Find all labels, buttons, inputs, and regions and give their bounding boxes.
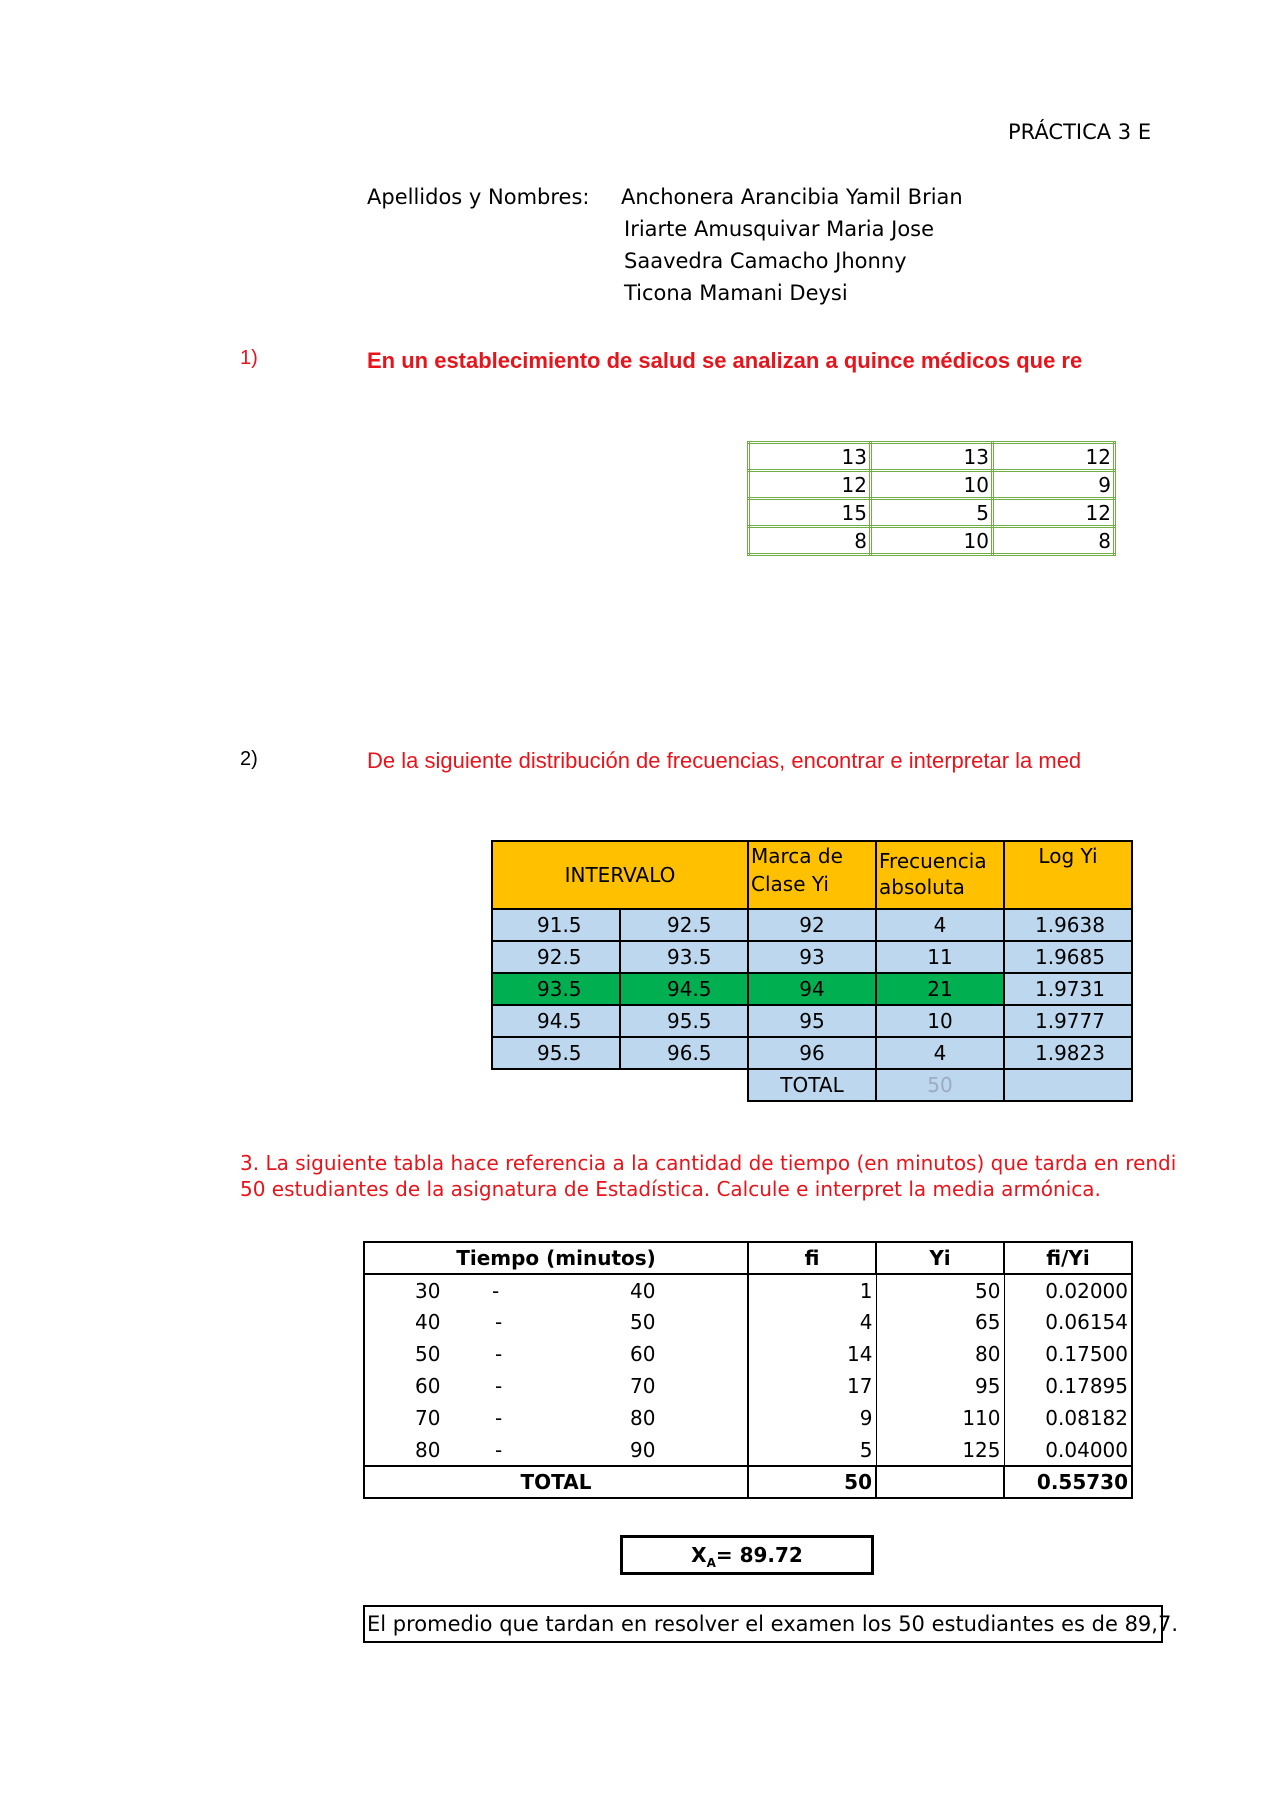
interval-upper: 93.5 bbox=[620, 941, 748, 973]
problem2-statement: De la siguiente distribución de frecuencias, encontrar e interpretar la med bbox=[367, 748, 1082, 773]
table-row bbox=[364, 1306, 1132, 1338]
grid-cell: 13 bbox=[749, 443, 871, 471]
table-row bbox=[492, 909, 1132, 941]
header-yi: Yi bbox=[876, 1242, 1004, 1274]
class-mark: 94 bbox=[748, 973, 876, 1005]
header-frequency-line1: Frecuencia bbox=[879, 849, 987, 873]
table-row bbox=[364, 1402, 1132, 1434]
class-mark: 92 bbox=[748, 909, 876, 941]
interval-lower: 95.5 bbox=[492, 1037, 620, 1069]
yi-value: 65 bbox=[876, 1306, 1004, 1338]
class-mark: 93 bbox=[748, 941, 876, 973]
problem3-statement-line1: 3. La siguiente tabla hace referencia a la cantidad de tiempo (en minutos) que tarda en rendi bbox=[240, 1151, 1177, 1175]
grid-cell: 8 bbox=[749, 527, 871, 555]
ratio-value: 0.08182 bbox=[1004, 1402, 1132, 1434]
interval-upper: 96.5 bbox=[620, 1037, 748, 1069]
table-row bbox=[364, 1274, 1132, 1306]
class-mark: 95 bbox=[748, 1005, 876, 1037]
frequency: 4 bbox=[876, 909, 1004, 941]
empty-cell bbox=[1004, 1069, 1132, 1101]
empty-cell bbox=[876, 1466, 1004, 1498]
grid-cell: 15 bbox=[749, 499, 871, 527]
time-upper: 40 bbox=[630, 1278, 656, 1303]
time-upper: 80 bbox=[630, 1406, 656, 1430]
problem1-data-grid bbox=[747, 441, 1116, 556]
table-row bbox=[364, 1434, 1132, 1466]
name-1: Anchonera Arancibia Yamil Brian bbox=[621, 185, 963, 209]
harmonic-mean-result bbox=[620, 1535, 874, 1575]
time-lower: 40 bbox=[364, 1306, 492, 1338]
result-subscript: A bbox=[706, 1556, 716, 1570]
empty-cell bbox=[492, 1069, 748, 1101]
fi-value: 1 bbox=[748, 1274, 876, 1306]
time-upper: 50 bbox=[630, 1310, 656, 1334]
table-row-highlighted bbox=[492, 973, 1132, 1005]
header-interval: INTERVALO bbox=[492, 841, 748, 909]
grid-cell: 10 bbox=[871, 527, 993, 555]
total-fi: 50 bbox=[748, 1466, 876, 1498]
table-header-row bbox=[364, 1242, 1132, 1274]
yi-value: 110 bbox=[876, 1402, 1004, 1434]
total-label: TOTAL bbox=[364, 1466, 748, 1498]
fi-value: 4 bbox=[748, 1306, 876, 1338]
table-row bbox=[492, 941, 1132, 973]
time-dash: - bbox=[495, 1437, 503, 1462]
names-label: Apellidos y Nombres: bbox=[367, 185, 590, 209]
interval-lower: 92.5 bbox=[492, 941, 620, 973]
problem1-number: 1) bbox=[240, 347, 258, 369]
conclusion-box: El promedio que tardan en resolver el examen los 50 estudiantes es de 89,7. bbox=[363, 1605, 1163, 1643]
header-class-mark-line1: Marca de bbox=[751, 844, 843, 868]
frequency: 11 bbox=[876, 941, 1004, 973]
grid-cell: 8 bbox=[993, 527, 1115, 555]
harmonic-mean-table bbox=[363, 1241, 1133, 1499]
time-upper: 70 bbox=[630, 1374, 656, 1398]
name-3: Saavedra Camacho Jhonny bbox=[624, 249, 907, 273]
interval-lower: 91.5 bbox=[492, 909, 620, 941]
name-4: Ticona Mamani Deysi bbox=[624, 281, 848, 305]
ratio-value: 0.17895 bbox=[1004, 1370, 1132, 1402]
log-value: 1.9685 bbox=[1004, 941, 1132, 973]
grid-row bbox=[749, 499, 1115, 527]
page-title: PRÁCTICA 3 E bbox=[1008, 120, 1152, 144]
time-dash: - bbox=[495, 1342, 503, 1366]
log-value: 1.9777 bbox=[1004, 1005, 1132, 1037]
interval-upper: 94.5 bbox=[620, 973, 748, 1005]
header-class-mark bbox=[748, 841, 876, 909]
grid-cell: 12 bbox=[993, 499, 1115, 527]
log-value: 1.9731 bbox=[1004, 973, 1132, 1005]
frequency: 21 bbox=[876, 973, 1004, 1005]
table-row bbox=[364, 1370, 1132, 1402]
yi-value: 125 bbox=[876, 1434, 1004, 1466]
fi-value: 14 bbox=[748, 1338, 876, 1370]
table-total-row bbox=[492, 1069, 1132, 1101]
fi-value: 17 bbox=[748, 1370, 876, 1402]
result-value: = 89.72 bbox=[715, 1543, 803, 1567]
total-label: TOTAL bbox=[748, 1069, 876, 1101]
table-row bbox=[492, 1037, 1132, 1069]
name-2: Iriarte Amusquivar Maria Jose bbox=[624, 217, 935, 241]
table-total-row bbox=[364, 1466, 1132, 1498]
time-lower: 30 bbox=[364, 1274, 492, 1306]
log-value: 1.9638 bbox=[1004, 909, 1132, 941]
frequency: 10 bbox=[876, 1005, 1004, 1037]
grid-row bbox=[749, 443, 1115, 471]
header-fi: fi bbox=[748, 1242, 876, 1274]
ratio-value: 0.04000 bbox=[1004, 1434, 1132, 1466]
header-frequency bbox=[876, 841, 1004, 909]
ratio-value: 0.02000 bbox=[1004, 1274, 1132, 1306]
header-ratio: fi/Yi bbox=[1004, 1242, 1132, 1274]
grid-cell: 9 bbox=[993, 471, 1115, 499]
ratio-value: 0.06154 bbox=[1004, 1306, 1132, 1338]
grid-cell: 12 bbox=[993, 443, 1115, 471]
frequency-table bbox=[491, 840, 1133, 1102]
table-row bbox=[364, 1338, 1132, 1370]
interval-upper: 95.5 bbox=[620, 1005, 748, 1037]
yi-value: 50 bbox=[876, 1274, 1004, 1306]
time-dash: - bbox=[492, 1278, 500, 1303]
table-row bbox=[492, 1005, 1132, 1037]
time-upper: 60 bbox=[630, 1342, 656, 1366]
result-symbol: X bbox=[691, 1543, 707, 1567]
grid-row bbox=[749, 527, 1115, 555]
yi-value: 95 bbox=[876, 1370, 1004, 1402]
time-lower: 60 bbox=[364, 1370, 492, 1402]
header-log: Log Yi bbox=[1004, 841, 1132, 909]
total-value: 50 bbox=[876, 1069, 1004, 1101]
time-upper: 90 bbox=[630, 1437, 656, 1462]
problem1-statement: En un establecimiento de salud se analizan a quince médicos que re bbox=[367, 348, 1083, 373]
time-lower: 50 bbox=[364, 1338, 492, 1370]
time-lower: 70 bbox=[364, 1402, 492, 1434]
grid-cell: 13 bbox=[871, 443, 993, 471]
frequency: 4 bbox=[876, 1037, 1004, 1069]
grid-cell: 5 bbox=[871, 499, 993, 527]
log-value: 1.9823 bbox=[1004, 1037, 1132, 1069]
total-ratio: 0.55730 bbox=[1004, 1466, 1132, 1498]
header-class-mark-line2: Clase Yi bbox=[751, 872, 829, 896]
problem3-statement-line2: 50 estudiantes de la asignatura de Estadística. Calcule e interpret la media armónica. bbox=[240, 1177, 1101, 1201]
interval-lower: 94.5 bbox=[492, 1005, 620, 1037]
time-dash: - bbox=[495, 1406, 503, 1430]
fi-value: 5 bbox=[748, 1434, 876, 1466]
grid-row bbox=[749, 471, 1115, 499]
interval-lower: 93.5 bbox=[492, 973, 620, 1005]
header-frequency-line2: absoluta bbox=[879, 875, 965, 899]
yi-value: 80 bbox=[876, 1338, 1004, 1370]
interval-upper: 92.5 bbox=[620, 909, 748, 941]
problem2-number: 2) bbox=[240, 748, 258, 770]
time-dash: - bbox=[495, 1310, 503, 1334]
time-lower: 80 bbox=[364, 1434, 492, 1466]
header-time: Tiempo (minutos) bbox=[364, 1242, 748, 1274]
ratio-value: 0.17500 bbox=[1004, 1338, 1132, 1370]
grid-cell: 12 bbox=[749, 471, 871, 499]
fi-value: 9 bbox=[748, 1402, 876, 1434]
time-dash: - bbox=[495, 1374, 503, 1398]
table-header-row bbox=[492, 841, 1132, 909]
class-mark: 96 bbox=[748, 1037, 876, 1069]
grid-cell: 10 bbox=[871, 471, 993, 499]
